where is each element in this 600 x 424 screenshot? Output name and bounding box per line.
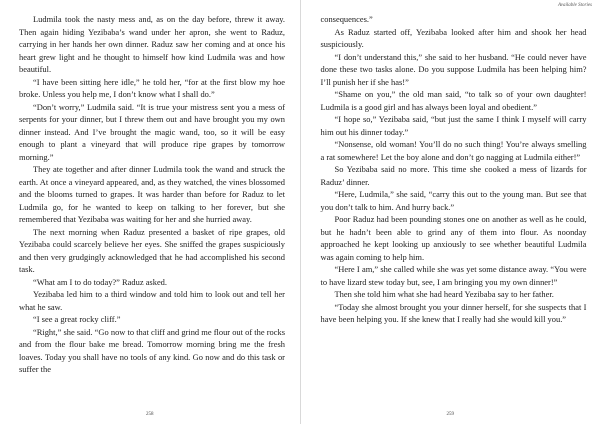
paragraph: “Today she almost brought you your dinner herself, for she suspects that I have been helping you. If she knew that I really had she would kill you.” <box>320 301 587 324</box>
paragraph: “Nonsense, old woman! You’ll do no such thing! You’re always smelling a rat somewhere! Let the boy alone and don’t go nagging at Ludmila either!” <box>320 139 587 162</box>
paragraph: “I have been sitting here idle,” he told her, “for at the first blow my hoe broke. Unless you help me, I don’t know what I shall do.” <box>19 76 285 99</box>
page-number: 258 <box>146 412 154 417</box>
paragraph: “Here, Ludmila,” she said, “carry this out to the young man. But see that you don’t talk to him. And hurry back.” <box>320 189 587 212</box>
continued-line: consequences.” <box>320 14 373 24</box>
right-page <box>301 0 600 424</box>
paragraph: Ludmila took the nasty mess and, as on the day before, threw it away. Then again hiding Yezibaba’s wand under her apron, she went to Raduz, carrying in her hands her own dinner. Raduz saw her coming and at once his heart grew light and he thought to himself how kind Ludmila was and how beautiful. <box>19 14 285 74</box>
paragraph: “Shame on you,” the old man said, “to talk so of your own daughter! Ludmila is a good girl and has always been loyal and obedient.” <box>320 89 587 112</box>
paragraph: Poor Raduz had been pounding stones one on another as well as he could, but he hadn’t been able to grind any of them into flour. As noonday approached he kept looking up anxiously to see whether beautiful Ludmila was again coming to help him. <box>320 214 587 262</box>
paragraph: “Don’t worry,” Ludmila said. “It is true your mistress sent you a mess of serpents for your dinner, but I threw them out and have brought you my own dinner instead. And I’ve brought the magic wand, too, so it will be easy enough to plant a vineyard that will produce ripe grapes by tomorrow morning.” <box>19 101 285 162</box>
paragraph: “Right,” she said. “Go now to that cliff and grind me flour out of the rocks and from the flour bake me bread. Tomorrow morning bring me the fresh loaves. Today you shall have no tools of any kind. Go now and do this task or suffer the <box>19 326 285 374</box>
paragraph: “Here I am,” she called while she was yet some distance away. “You were to have lizard stew today but, see, I am bringing you my own dinner!” <box>320 264 587 287</box>
running-head: Available Stories <box>557 3 592 8</box>
paragraph: “I see a great rocky cliff.” <box>33 314 121 324</box>
paragraph: As Raduz started off, Yezibaba looked after him and shook her head suspiciously. <box>320 26 587 49</box>
paragraph: “What am I to do today?” Raduz asked. <box>33 276 168 287</box>
left-page-text <box>19 13 285 376</box>
paragraph: Then she told him what she had heard Yezibaba say to her father. <box>334 289 554 299</box>
paragraph: The next morning when Raduz presented a basket of ripe grapes, old Yezibaba could scarcely believe her eyes. She sniffed the grapes suspiciously and then very grudgingly acknowledged that he had accomplished his second task. <box>19 226 285 274</box>
paragraph: They ate together and after dinner Ludmila took the wand and struck the earth. At once a vineyard appeared, and, as they watched, the vines blossomed and the blooms turned to grapes. It was harder than before for Raduz to let Ludmila go, for he wanted to keep on talking to her forever, but she remembered that Yezibaba was waiting for her and she hurried away. <box>19 164 285 224</box>
paragraph: “I don’t understand this,” she said to her husband. “He could never have done these two tasks alone. Do you suppose Ludmila has been helping him? I’ll punish her if she has!” <box>320 51 587 87</box>
paragraph: Yezibaba led him to a third window and told him to look out and tell her what he saw. <box>19 289 285 312</box>
paragraph: So Yezibaba said no more. This time she cooked a mess of lizards for Raduz’ dinner. <box>320 164 587 187</box>
paragraph: “I hope so,” Yezibaba said, “but just the same I think I myself will carry him out his dinner today.” <box>320 114 587 137</box>
page-number: 259 <box>446 412 454 417</box>
right-page-text <box>321 13 587 326</box>
